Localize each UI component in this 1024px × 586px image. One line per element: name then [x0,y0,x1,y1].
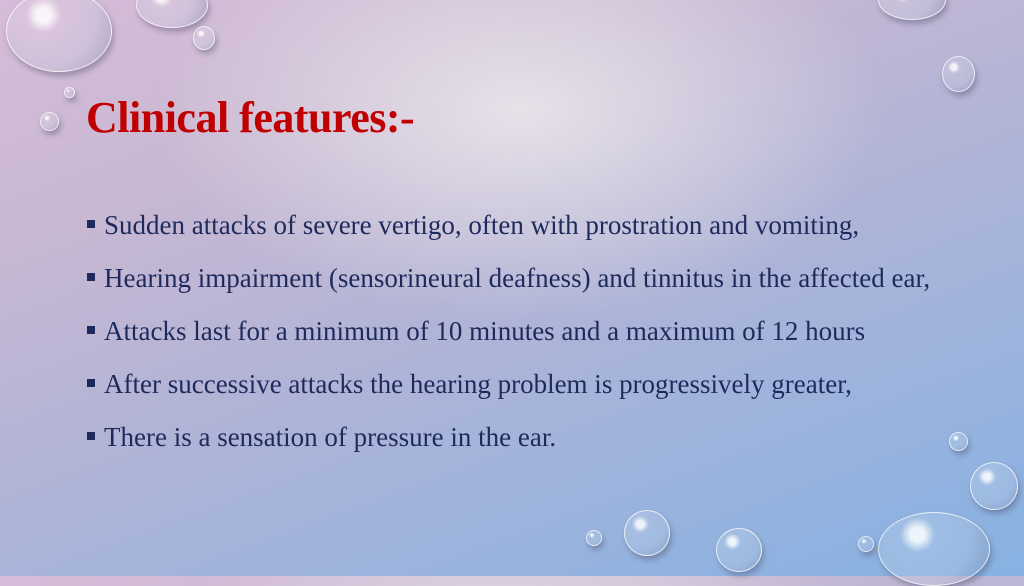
bullet-text: There is a sensation of pressure in the ear. [104,422,557,452]
bullet-item [86,363,966,406]
square-bullet-icon [87,379,95,387]
square-bullet-icon [87,326,95,334]
bullet-text: Attacks last for a minimum of 10 minutes and a maximum of 12 hours [104,316,866,346]
water-drop-decoration [624,510,670,556]
water-drop-decoration [878,512,990,586]
bullet-text: Hearing impairment (sensorineural deafness) and tinnitus in the affected ear, [104,263,931,293]
water-drop-decoration [136,0,208,28]
water-drop-decoration [716,528,762,572]
bullet-text: After successive attacks the hearing problem is progressively greater, [104,369,852,399]
bullet-list [86,204,966,469]
water-drop-decoration [586,530,602,546]
bullet-text: Sudden attacks of severe vertigo, often with prostration and vomiting, [104,210,860,240]
square-bullet-icon [87,432,95,440]
bullet-item [86,257,966,300]
water-drop-decoration [64,87,75,98]
square-bullet-icon [87,220,95,228]
water-drop-decoration [40,112,59,131]
water-drop-decoration [858,536,874,552]
water-drop-decoration [942,56,975,92]
bullet-item [86,204,966,247]
square-bullet-icon [87,273,95,281]
slide-title: Clinical features:- [86,93,415,142]
water-drop-decoration [193,26,215,50]
water-drop-decoration [878,0,946,20]
bullet-item [86,416,966,459]
water-drop-decoration [970,462,1018,510]
water-drop-decoration [6,0,112,72]
bullet-item [86,310,966,353]
